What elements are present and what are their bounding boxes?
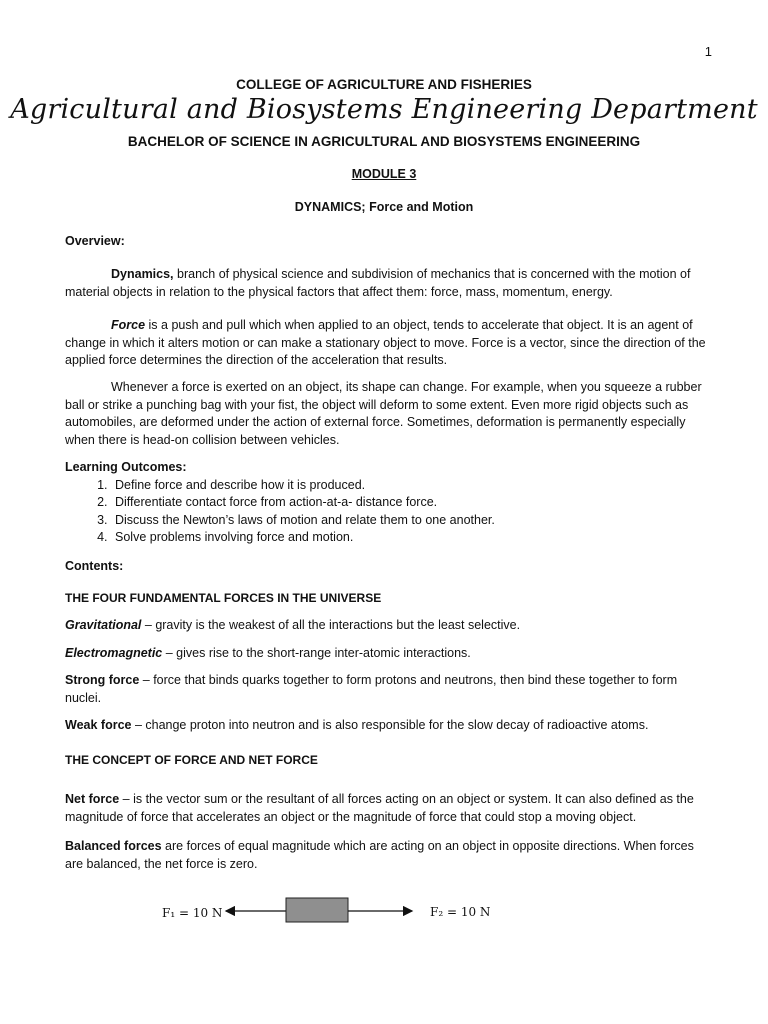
learning-outcomes-list <box>65 477 713 547</box>
object-block <box>286 898 348 922</box>
overview-paragraph-deformation <box>65 379 713 449</box>
topic-title: DYNAMICS; Force and Motion <box>294 200 474 214</box>
overview-heading: Overview: <box>65 234 125 248</box>
force-electromagnetic <box>65 645 713 663</box>
force-left-label: F₁ = 10 N <box>162 906 223 920</box>
electromagnetic-text: – gives rise to the short-range inter-atomic interactions. <box>162 646 471 660</box>
term-balanced-forces: Balanced forces <box>65 839 162 853</box>
force-weak <box>65 717 713 735</box>
outcome-item: 4. Solve problems involving force and motion. <box>111 529 713 547</box>
learning-outcomes-heading: Learning Outcomes: <box>65 460 187 474</box>
term-net-force: Net force <box>65 792 120 806</box>
overview-paragraph-force <box>65 317 713 370</box>
term-force: Force <box>111 318 146 332</box>
program-name: BACHELOR OF SCIENCE IN AGRICULTURAL AND BIOSYSTEMS ENGINEERING <box>127 134 641 149</box>
term-electromagnetic: Electromagnetic <box>65 646 163 660</box>
department-title: Agricultural and Biosystems Engineering Department <box>10 94 758 125</box>
section-fundamental-forces: THE FOUR FUNDAMENTAL FORCES IN THE UNIVERSE <box>65 591 382 605</box>
force-text: is a push and pull which when applied to an object, tends to accelerate that object. It is an agent of change in which it alters motion or can make a stationary object to move. Force is a vector, since the direction of the applied force determines the direction of the acceleration that results. <box>65 318 706 367</box>
force-gravitational <box>65 617 713 635</box>
page-number: 1 <box>704 44 712 59</box>
force-diagram-svg <box>150 880 490 940</box>
outcome-item: 3. Discuss the Newton’s laws of motion and relate them to one another. <box>111 512 713 530</box>
dynamics-text: branch of physical science and subdivision of mechanics that is concerned with the motion of material objects in relation to the physical factors that affect them: force, mass, momentum, energy. <box>65 267 691 299</box>
term-weak-force: Weak force <box>65 718 132 732</box>
balanced-forces-diagram <box>150 880 490 940</box>
term-strong-force: Strong force <box>65 673 140 687</box>
learning-outcomes <box>65 459 713 547</box>
net-force-paragraph <box>65 791 713 826</box>
section-net-force: THE CONCEPT OF FORCE AND NET FORCE <box>65 753 318 767</box>
term-gravitational: Gravitational <box>65 618 142 632</box>
deformation-text: Whenever a force is exerted on an object, its shape can change. For example, when you squeeze a rubber ball or strike a punching bag with your fist, the object will deform to some extent. Even more rigid objects such as automobiles, are deformed under the action of external force. Sometimes, deformation is permanently especially when there is head-on collision between vehicles. <box>65 380 702 447</box>
term-dynamics: Dynamics, <box>111 267 174 281</box>
module-title: MODULE 3 <box>351 167 417 181</box>
overview-paragraph-dynamics <box>65 266 713 301</box>
force-strong <box>65 672 713 707</box>
contents-heading: Contents: <box>65 559 124 573</box>
gravitational-text: – gravity is the weakest of all the interactions but the least selective. <box>141 618 521 632</box>
outcome-item: 1. Define force and describe how it is produced. <box>111 477 713 495</box>
balanced-forces-paragraph <box>65 838 713 873</box>
college-name: COLLEGE OF AGRICULTURE AND FISHERIES <box>236 77 532 92</box>
net-force-text: – is the vector sum or the resultant of all forces acting on an object or system. It can also defined as the magnitude of force that accelerates an object or the magnitude of force that could stop a moving object. <box>65 792 694 824</box>
force-right-label: F₂ = 10 N <box>430 905 490 919</box>
strong-force-text: – force that binds quarks together to form protons and neutrons, then bind these together to form nuclei. <box>65 673 678 705</box>
balanced-forces-text: are forces of equal magnitude which are acting on an object in opposite directions. When forces are balanced, the net force is zero. <box>65 839 694 871</box>
outcome-item: 2. Differentiate contact force from action-at-a- distance force. <box>111 494 713 512</box>
weak-force-text: – change proton into neutron and is also responsible for the slow decay of radioactive atoms. <box>131 718 649 732</box>
